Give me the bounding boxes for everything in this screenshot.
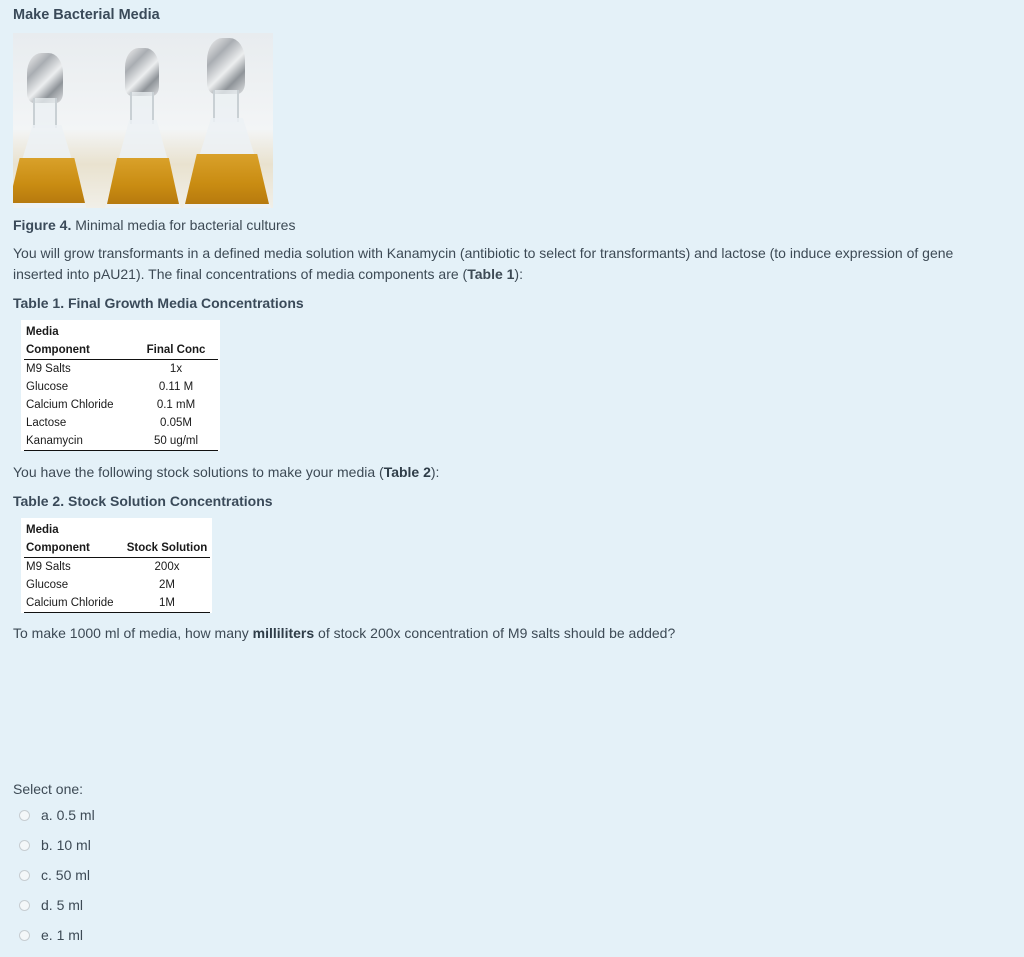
table-row: Kanamycin 50 ug/ml — [24, 432, 218, 451]
figure-caption-text: Minimal media for bacterial cultures — [75, 217, 296, 233]
table-row: Calcium Chloride 1M — [24, 594, 210, 613]
stock-intro: You have the following stock solutions to make your media (Table 2): — [13, 464, 440, 480]
page-title: Make Bacterial Media — [13, 7, 160, 23]
figure-caption — [13, 217, 295, 233]
table1-header: Media Component Final Conc — [24, 323, 218, 360]
table2 — [21, 518, 212, 613]
question-text: To make 1000 ml of media, how many milliliters of stock 200x concentration of M9 salts should be added? — [13, 625, 676, 641]
select-one-label: Select one: — [13, 781, 84, 797]
option-d[interactable]: d. 5 ml — [19, 897, 83, 913]
figure-flasks-image — [13, 33, 273, 208]
radio-button[interactable] — [19, 840, 30, 851]
option-a[interactable]: a. 0.5 ml — [19, 807, 95, 823]
figure-label: Figure 4. — [13, 217, 72, 233]
option-b[interactable]: b. 10 ml — [19, 837, 91, 853]
table1-title: Table 1. Final Growth Media Concentrations — [13, 295, 304, 311]
radio-button[interactable] — [19, 870, 30, 881]
radio-button[interactable] — [19, 810, 30, 821]
radio-button[interactable] — [19, 930, 30, 941]
table-row: Lactose 0.05M — [26, 417, 192, 429]
option-c[interactable]: c. 50 ml — [19, 867, 90, 883]
intro-paragraph: You will grow transformants in a defined media solution with Kanamycin (antibiotic to select for transformants) and lactose (to induce expression of gene inserted into pAU21). The final concentrations of media components are (Table 1): — [13, 245, 954, 282]
table2-header: Media Component Stock Solution — [24, 521, 210, 558]
table2-title: Table 2. Stock Solution Concentrations — [13, 493, 273, 509]
table-row: Glucose 0.11 M — [26, 381, 194, 393]
radio-button[interactable] — [19, 900, 30, 911]
table-row: M9 Salts 200x — [26, 561, 180, 573]
option-e[interactable]: e. 1 ml — [19, 927, 83, 943]
table-row: Calcium Chloride 0.1 mM — [26, 399, 196, 411]
table-row: Glucose 2M — [26, 579, 175, 591]
table1 — [21, 320, 220, 451]
table-row: M9 Salts 1x — [26, 363, 183, 375]
